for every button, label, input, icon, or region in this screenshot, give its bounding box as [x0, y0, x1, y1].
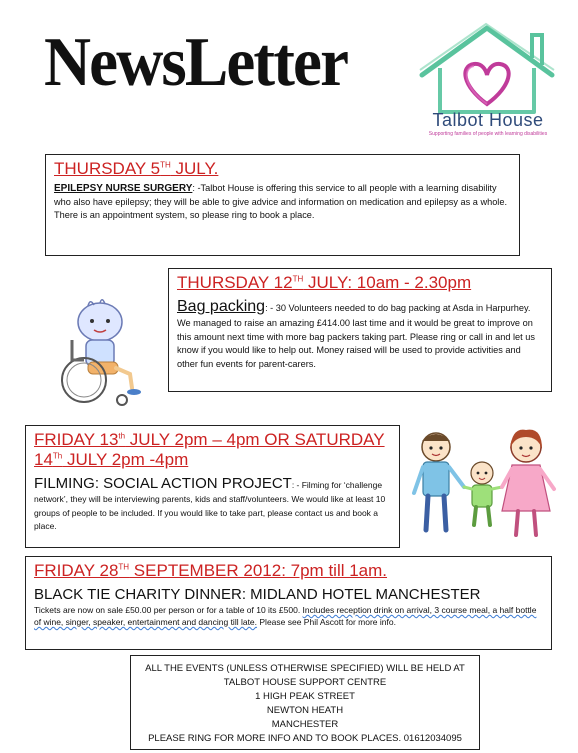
event-description: FILMING: SOCIAL ACTION PROJECT: - Filming for ‘challenge network’, they will be interviewing parents, kids and staff/volunteers. We would like at least 10 groups of people to be included. If you would like to take part, please contact us and book a place.: [34, 475, 386, 531]
venue-line: 1 HIGH PEAK STREET: [255, 691, 355, 702]
wheelchair-child-drawing-icon: [50, 296, 150, 408]
event-subtitle: Bag packing: [177, 298, 266, 315]
logo-text: Talbot House: [432, 110, 544, 130]
venue-info-box: [130, 655, 480, 750]
event-subtitle: FILMING: SOCIAL ACTION PROJECT: [34, 475, 292, 492]
venue-line: MANCHESTER: [271, 719, 339, 730]
event-description: Tickets are now on sale £50.00 per person or for a table of 10 its £500. Includes reception drink on arrival, 3 course meal, a half bottle of wine, singer, speaker, entertainment and dancing till late. Please see Phil Ascott for more info.: [34, 605, 537, 627]
venue-line: TALBOT HOUSE SUPPORT CENTRE: [223, 677, 387, 688]
event-box-1: [45, 154, 520, 256]
event-date: FRIDAY 28TH SEPTEMBER 2012: 7pm till 1am.: [34, 561, 388, 580]
event-date: THURSDAY 12TH JULY: 10am - 2.30pm: [177, 273, 472, 292]
event-subtitle: EPILEPSY NURSE SURGERY: [54, 183, 193, 194]
event-description: EPILEPSY NURSE SURGERY: -Talbot House is offering this service to all people with a learning disability who also have epilepsy; they will be able to give advice and information on medication and epilepsy as a whole. There is an appointment system, so please ring to book a place.: [54, 183, 508, 220]
house-heart-logo-icon: [402, 20, 572, 120]
event-subtitle: BLACK TIE CHARITY DINNER: MIDLAND HOTEL MANCHESTER: [34, 586, 481, 603]
venue-line: NEWTON HEATH: [266, 705, 344, 716]
family-drawing-icon: [408, 425, 568, 550]
newsletter-title: NewsLetter: [44, 24, 348, 101]
event-box-4: [25, 556, 552, 650]
logo-tagline: Supporting families of people with learning disabilities: [428, 131, 548, 137]
venue-line: PLEASE RING FOR MORE INFO AND TO BOOK PLACES. 01612034095: [148, 733, 462, 744]
event-box-3: [25, 425, 400, 548]
event-description: Bag packing: - 30 Volunteers needed to do bag packing at Asda in Harpurhey. We managed to raise an amazing £414.00 last time and it would be great to improve on this amount next time with more bag packers taking part. Please ring or call in and let us know if you would like to help out. Money raised will be used to provide activities and other fun events for parent-carers.: [177, 298, 535, 369]
venue-line: ALL THE EVENTS (UNLESS OTHERWISE SPECIFIED) WILL BE HELD AT: [145, 663, 465, 674]
event-date: FRIDAY 13th JULY 2pm – 4pm OR SATURDAY 14Th JULY 2pm -4pm: [34, 430, 385, 469]
event-box-2: [168, 268, 552, 392]
event-date: THURSDAY 5TH JULY.: [54, 159, 219, 178]
